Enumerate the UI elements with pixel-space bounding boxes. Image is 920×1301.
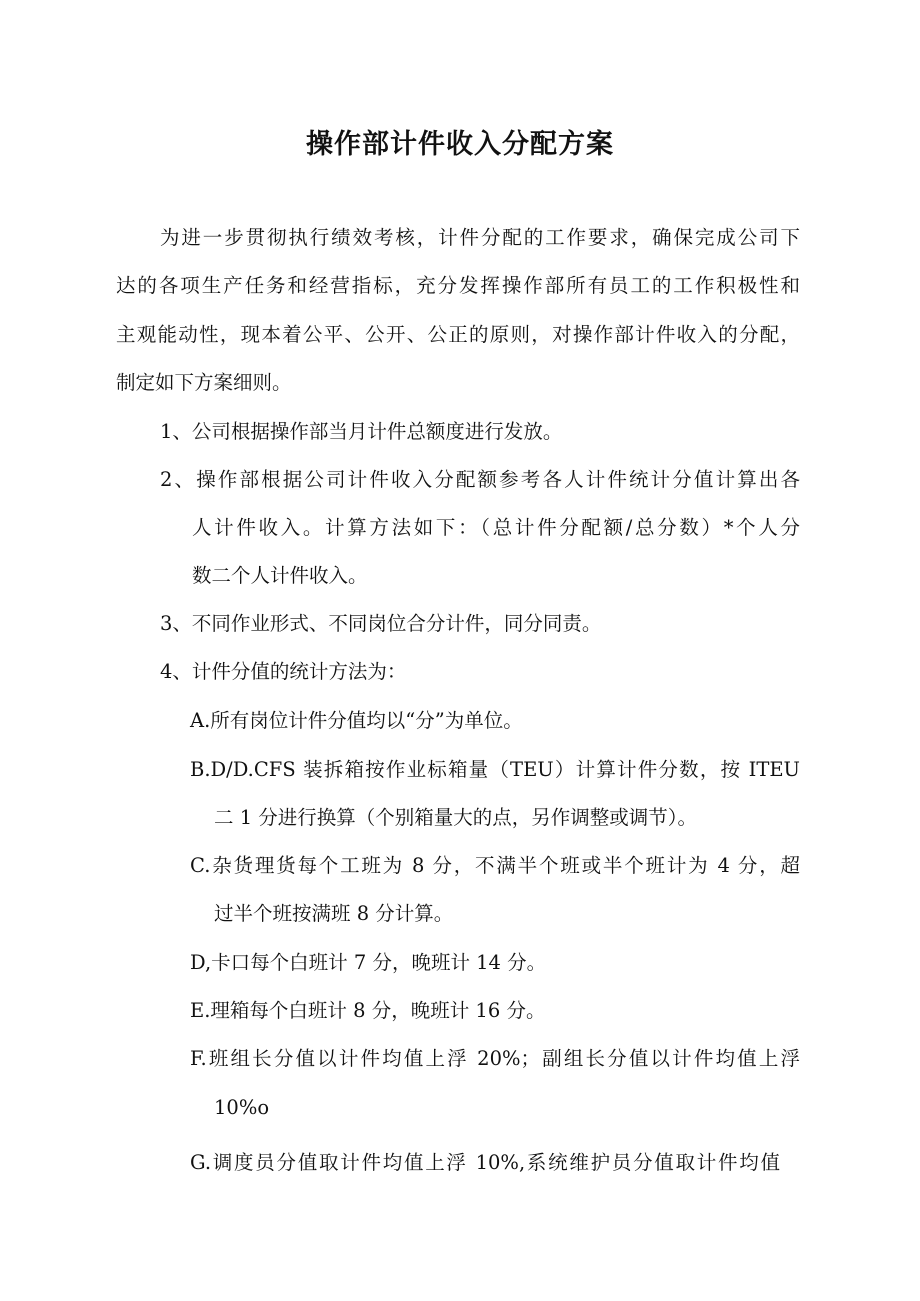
subitem-d: D,卡口每个白班计 7 分，晚班计 14 分。 [190,951,547,974]
item-1: 1、公司根据操作部当月计件总额度进行发放。 [160,420,563,443]
subitem-e: E.理箱每个白班计 8 分，晚班计 16 分。 [190,999,546,1022]
item-4: 4、计件分值的统计方法为： [160,660,407,683]
intro-line: 达的各项生产任务和经营指标，充分发挥操作部所有员工的工作积极性和 [116,274,800,297]
item-2-line: 人计件收入。计算方法如下：（总计件分配额/总分数）*个人分 [192,516,800,539]
item-3: 3、不同作业形式、不同岗位合分计件，同分同责。 [160,612,602,635]
subitem-b-line: 二 1 分进行换算（个别箱量大的点，另作调整或调节）。 [214,806,698,829]
intro-line: 主观能动性，现本着公平、公开、公正的原则，对操作部计件收入的分配， [116,323,800,346]
intro-line: 制定如下方案细则。 [116,371,292,394]
item-2-line: 2、操作部根据公司计件收入分配额参考各人计件统计分值计算出各 [160,468,800,491]
intro-line: 为进一步贯彻执行绩效考核，计件分配的工作要求，确保完成公司下 [160,226,800,249]
subitem-c-line: C.杂货理货每个工班为 8 分，不满半个班或半个班计为 4 分，超 [190,854,800,877]
subitem-b-line: B.D/D.CFS 装拆箱按作业标箱量（TEU）计算计件分数，按 ITEU [190,758,800,781]
subitem-a: A.所有岗位计件分值均以“分”为单位。 [190,709,523,732]
subitem-f-line: F.班组长分值以计件均值上浮 20%；副组长分值以计件均值上浮 [190,1047,800,1070]
subitem-f-line: 10%o [214,1096,270,1119]
item-2-line: 数二个人计件收入。 [192,564,368,587]
document-title: 操作部计件收入分配方案 [306,129,614,160]
subitem-g: G.调度员分值取计件均值上浮 10%,系统维护员分值取计件均值 [190,1151,780,1174]
subitem-c-line: 过半个班按满班 8 分计算。 [214,902,454,925]
